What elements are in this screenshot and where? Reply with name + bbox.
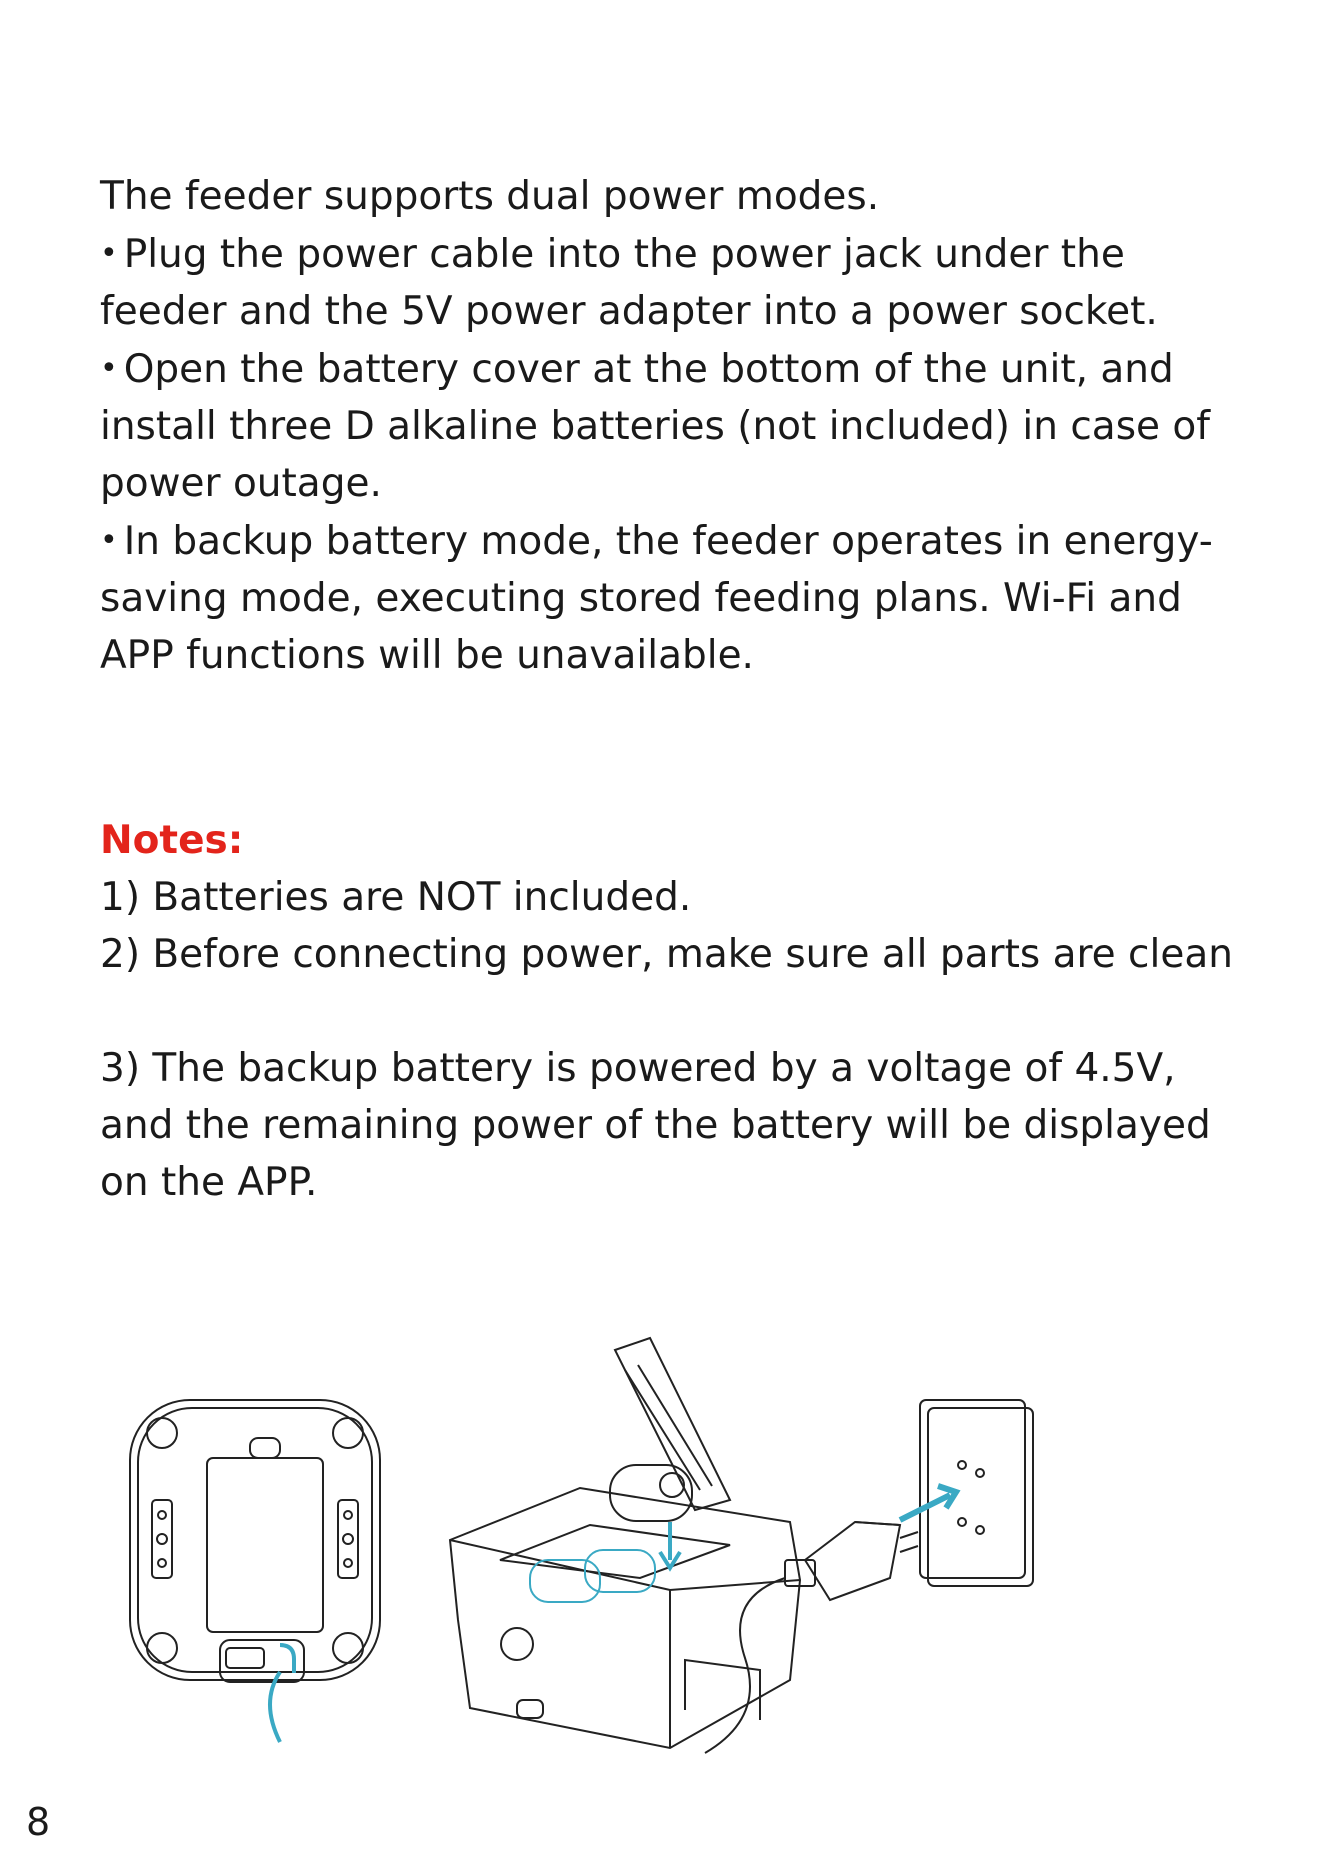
bullet-text: Plug the power cable into the power jack under the feeder and the 5V power adapter into a power socket. (100, 232, 1158, 334)
note-item: 1) Batteries are NOT included. (100, 875, 692, 920)
bullet-battery-cover (100, 340, 1240, 512)
bullet-power-cable (100, 225, 1240, 340)
bullet-dot: • (100, 351, 118, 386)
intro-text: The feeder supports dual power modes. (100, 174, 880, 219)
bullet-dot: • (100, 523, 118, 558)
bullet-text: In backup battery mode, the feeder operates in energy-saving mode, executing stored feeding plans. Wi-Fi and APP functions will be unavailable. (100, 519, 1213, 678)
bullet-backup-mode (100, 512, 1240, 684)
note-spacer (100, 983, 1240, 1040)
bullet-text: Open the battery cover at the bottom of the unit, and install three D alkaline batteries (not included) in case of power outage. (100, 347, 1210, 506)
feeder-bottom-view-icon (130, 1400, 380, 1742)
notes-section (100, 812, 1240, 1211)
power-instructions (100, 168, 1240, 684)
page-number: 8 (26, 1800, 51, 1844)
note-item: 3) The backup battery is powered by a voltage of 4.5V, and the remaining power of the battery will be displayed on the APP. (100, 1046, 1211, 1205)
battery-compartment-icon (450, 1338, 800, 1748)
bullet-dot: • (100, 236, 118, 271)
notes-title: Notes: (100, 818, 244, 863)
note-item: 2) Before connecting power, make sure all parts are clean (100, 932, 1233, 977)
illustrations-row (110, 1260, 1240, 1760)
